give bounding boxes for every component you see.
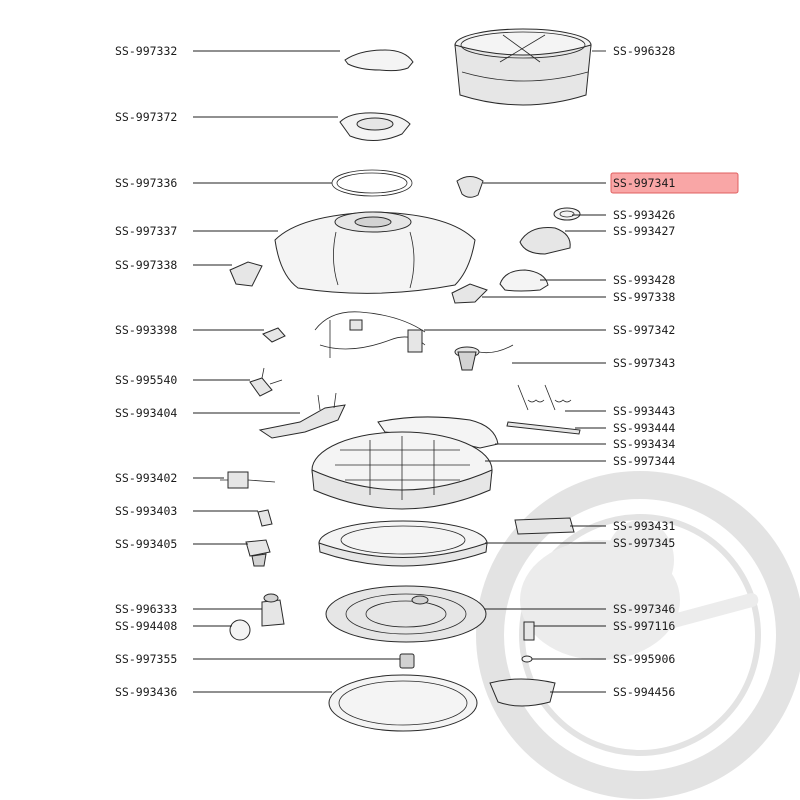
part-label-left: SS-997372	[115, 110, 178, 124]
part-label-right[interactable]: SS-997116	[613, 619, 676, 633]
part-995906-washer	[522, 656, 532, 662]
part-993426-gasket	[554, 208, 580, 220]
part-996333-cap	[262, 594, 284, 626]
part-label-left: SS-993405	[115, 537, 178, 551]
part-label-right[interactable]: SS-997342	[613, 323, 676, 337]
part-label-right[interactable]: SS-993427	[613, 224, 676, 238]
part-label-right[interactable]: SS-997345	[613, 536, 676, 550]
part-label-left: SS-994408	[115, 619, 178, 633]
part-label-right[interactable]: SS-997338	[613, 290, 676, 304]
part-label-left: SS-993398	[115, 323, 178, 337]
part-993403-clip	[258, 510, 272, 526]
part-997343-sensor	[455, 345, 513, 370]
part-label-right[interactable]: SS-995906	[613, 652, 676, 666]
part-997372-knob	[340, 113, 410, 141]
part-label-right[interactable]: SS-993443	[613, 404, 676, 418]
part-997338-left-handle	[230, 262, 262, 286]
part-995540-switch	[250, 368, 282, 396]
part-label-right[interactable]: SS-996328	[613, 44, 676, 58]
part-label-left: SS-995540	[115, 373, 178, 387]
part-label-left: SS-997332	[115, 44, 178, 58]
part-993402-switch	[220, 472, 275, 488]
part-label-left: SS-993404	[115, 406, 178, 420]
part-997338-right-handle	[452, 284, 487, 303]
part-label-left: SS-997337	[115, 224, 178, 238]
part-997342-harness	[315, 312, 425, 358]
part-label-right[interactable]: SS-997344	[613, 454, 676, 468]
part-997346-plate	[326, 586, 486, 642]
part-label-left: SS-997355	[115, 652, 178, 666]
part-label-left: SS-993403	[115, 504, 178, 518]
part-994408-ball	[230, 620, 250, 640]
part-997344-base	[312, 432, 492, 509]
part-label-left: SS-996333	[115, 602, 178, 616]
part-993398-clip	[263, 328, 285, 342]
part-993404-lever	[260, 393, 345, 438]
part-993444-rod	[507, 422, 580, 434]
part-993431-bracket	[515, 518, 574, 534]
part-993443-springs	[518, 385, 571, 410]
part-label-right[interactable]: SS-994456	[613, 685, 676, 699]
part-label-right[interactable]: SS-997343	[613, 356, 676, 370]
part-993428-gasket	[500, 270, 548, 291]
part-label-left: SS-997336	[115, 176, 178, 190]
part-997116-bolt	[524, 622, 534, 640]
part-997345-ring	[319, 521, 487, 566]
part-label-left: SS-993402	[115, 471, 178, 485]
part-label-right[interactable]: SS-993431	[613, 519, 676, 533]
part-label-right[interactable]: SS-993428	[613, 273, 676, 287]
part-label-right[interactable]: SS-993444	[613, 421, 676, 435]
left-label-column	[115, 44, 177, 699]
part-996328-basket	[455, 29, 591, 105]
part-994456-tray	[490, 679, 555, 706]
part-label-right[interactable]: SS-993434	[613, 437, 676, 451]
part-997332-cap	[345, 50, 413, 71]
part-997341-valve	[457, 177, 483, 198]
part-label-left: SS-997338	[115, 258, 178, 272]
part-label-right[interactable]: SS-997346	[613, 602, 676, 616]
part-label-right-highlighted[interactable]: SS-997341	[613, 176, 676, 190]
part-993427-bracket	[520, 228, 570, 254]
part-993436-gasket	[329, 675, 477, 731]
part-997337-lid	[275, 212, 475, 293]
part-label-left: SS-993436	[115, 685, 178, 699]
part-997355-nut	[400, 654, 414, 668]
part-label-right[interactable]: SS-993426	[613, 208, 676, 222]
part-993405-fitting	[246, 540, 270, 566]
part-997336-ring	[332, 170, 412, 196]
